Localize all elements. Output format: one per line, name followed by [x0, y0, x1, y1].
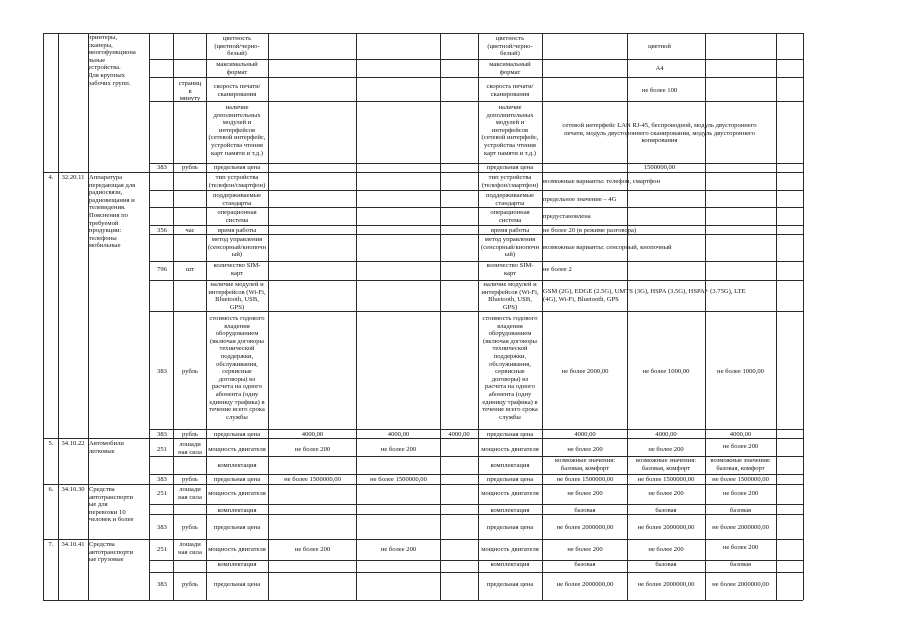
char-price: предельная цена	[213, 476, 261, 483]
price-a2: 4000,00	[387, 431, 410, 438]
row-rule	[43, 484, 803, 485]
char-sim: количество SIM- карт	[213, 262, 261, 277]
char-worktime: время работы	[217, 227, 257, 234]
row-rule	[149, 474, 803, 475]
price-a2: не более 1500000,00	[370, 476, 427, 483]
char-price: предельная цена	[213, 164, 261, 171]
value1-power: не более 200	[567, 446, 603, 453]
char-price: предельная цена	[213, 581, 261, 588]
char2-price: предельная цена	[486, 431, 534, 438]
char2-price: предельная цена	[486, 476, 534, 483]
value1-price: не более 2000000,00	[556, 524, 614, 531]
char2-price: предельная цена	[486, 164, 534, 171]
code-price: 383	[157, 431, 167, 438]
value-format: А4	[655, 65, 664, 72]
value2-power: не более 200	[648, 446, 684, 453]
value1-power: не более 200	[567, 490, 603, 497]
row-number: 5.	[48, 440, 54, 447]
okpd-code: 34.10.41	[61, 541, 85, 548]
power-a1: не более 200	[294, 446, 331, 453]
value3-price: не более 1500000,00	[712, 476, 769, 483]
row-rule	[149, 101, 803, 102]
value1-equip: базовая	[574, 561, 596, 568]
char2-equip: комплектация	[490, 462, 530, 469]
char2-power: мощность двигателя	[481, 446, 539, 453]
row-rule	[149, 504, 803, 505]
row-rule	[43, 539, 803, 540]
power-a1: не более 200	[294, 546, 331, 553]
value1-ownership: не более 2000,00	[561, 368, 609, 375]
column-rule	[58, 33, 59, 600]
char-price: предельная цена	[213, 524, 261, 531]
char-price: предельная цена	[213, 431, 261, 438]
char-equip: комплектация	[217, 462, 257, 469]
code-power: 251	[157, 446, 167, 453]
row-rule	[149, 572, 803, 573]
unit-price: рубль	[182, 524, 198, 531]
row-number: 4.	[48, 174, 54, 181]
char2-equip: комплектация	[490, 507, 530, 514]
char-equip: комплектация	[217, 507, 257, 514]
row-rule	[43, 600, 803, 601]
code-power: 251	[157, 546, 167, 553]
okpd-code: 34.10.22	[61, 440, 85, 447]
code-price: 383	[157, 476, 167, 483]
code-worktime: 356	[157, 227, 167, 234]
row-rule	[149, 190, 803, 191]
row-number: 7.	[48, 541, 54, 548]
code-sim: 796	[157, 266, 167, 273]
row-rule	[149, 429, 803, 430]
code-power: 251	[157, 490, 167, 497]
okpd-code: 34.10.30	[61, 486, 85, 493]
value-worktime: не более 20 (в режиме разговора)	[543, 227, 637, 234]
value3-power: не более 200	[722, 490, 759, 497]
char-power: мощность двигателя	[208, 490, 266, 497]
value3-price: не более 2000000,00	[712, 581, 769, 588]
unit-price: рубль	[182, 476, 198, 483]
value2-equip: базовая	[655, 561, 677, 568]
char-format: максимальный формат	[216, 61, 258, 76]
section-name: принтеры, сканеры, многофункциона льные устройства. Для крупных рабочих групп.	[88, 34, 136, 87]
unit-price: рубль	[182, 164, 198, 171]
char-standards: поддерживаемые стандарты	[212, 192, 262, 207]
char-interfaces: наличие модулей и интерфейсов (Wi-Fi, Bluetooth, USB, GPS)	[208, 281, 266, 311]
char2-sim: количество SIM- карт	[486, 262, 534, 277]
code-price: 383	[157, 524, 167, 531]
value-price: 1500000,00	[643, 164, 676, 171]
value2-price: не более 2000000,00	[637, 581, 695, 588]
char2-modules: наличие дополнительных модулей и интерфейсов (сетевой интерфейс, устройства чтения карт памяти и т.д.)	[481, 104, 539, 157]
value-sim: не более 2	[543, 266, 572, 273]
value2-equip: возможные значения: базовая, комфорт	[635, 457, 697, 472]
char-equip: комплектация	[217, 561, 257, 568]
value1-equip: возможные значения: базовая, комфорт	[554, 457, 616, 472]
column-rule	[803, 33, 804, 600]
value2-equip: базовая	[655, 507, 677, 514]
char2-ownership: стоимость годового владения оборудованием (включая договоры технической поддержки, обслуживания, сервисные договоры) из расчета на одного абонента (одну единицу трафика) в течение всего срока службы	[482, 315, 538, 421]
row-number: 6.	[48, 486, 54, 493]
unit-price: рубль	[182, 581, 198, 588]
char2-interfaces: наличие модулей и интерфейсов (Wi-Fi, Bluetooth, USB, GPS)	[481, 281, 539, 311]
char-ownership: стоимость годового владения оборудованием (включая договоры технической поддержки, обслуживания, сервисные договоры) из расчета на одного абонента (одну единицу трафика) в течение всего срока службы	[209, 315, 265, 421]
char-os: операционная система	[217, 209, 257, 224]
value3-ownership: не более 1000,00	[717, 368, 764, 375]
unit-speed: страниц в минуту	[178, 80, 202, 103]
value2-price: не более 1500000,00	[637, 476, 695, 483]
okpd-code: 32.20.11	[61, 174, 85, 181]
row-rule	[149, 59, 803, 60]
char2-price: предельная цена	[486, 524, 534, 531]
char-control: метод управления (сенсорный/кнопочн ый)	[207, 236, 267, 259]
char-modules: наличие дополнительных модулей и интерфейсов (сетевой интерфейс, устройства чтения карт памяти и т.д.)	[208, 104, 266, 157]
unit-ownership: рубль	[182, 368, 198, 375]
value2-ownership: не более 1000,00	[642, 368, 690, 375]
char-type: тип устройства (телефон/смартфон)	[208, 174, 266, 189]
section-name: Аппаратура передающая для радиосвязи, радиовещания и телевидения. Пояснения по требуемой продукции: телефоны мобильные	[89, 174, 136, 250]
row-rule	[43, 172, 803, 173]
char-speed: скорость печати/ сканирования	[213, 83, 261, 98]
code-price: 383	[157, 581, 167, 588]
unit-worktime: час	[185, 227, 195, 234]
value-type: возможные варианты: телефон, смартфон	[543, 178, 660, 185]
char2-equip: комплектация	[490, 561, 530, 568]
value-speed: не более 100	[641, 87, 678, 94]
section-name: Средства автотранспорти ые для перевозки 10 человек и более	[89, 486, 134, 524]
char2-format: максимальный формат	[489, 61, 531, 76]
char2-type: тип устройства (телефон/смартфон)	[481, 174, 539, 189]
unit-power: лошади ная сила	[178, 441, 202, 456]
power-a2: не более 200	[380, 546, 417, 553]
value-color: цветной	[648, 43, 671, 50]
value1-price: не более 1500000,00	[556, 476, 614, 483]
value3-price: 4000,00	[729, 431, 752, 438]
value1-power: не более 200	[567, 546, 603, 553]
section-name: Средства автотранспорти ые грузовые	[89, 541, 133, 564]
value-standards: предельное значение – 4G	[543, 196, 617, 203]
char2-speed: скорость печати/ сканирования	[486, 83, 534, 98]
value1-price: 4000,00	[574, 431, 596, 438]
value-os: предустановлена	[543, 213, 591, 220]
value3-equip: базовая	[729, 561, 752, 568]
row-rule	[149, 225, 803, 226]
price-a1: 4000,00	[301, 431, 324, 438]
unit-price: рубль	[182, 431, 198, 438]
value3-power: не более 200	[722, 443, 759, 450]
power-a2: не более 200	[380, 446, 417, 453]
column-rule	[43, 33, 44, 600]
char2-power: мощность двигателя	[481, 490, 539, 497]
char2-worktime: время работы	[490, 227, 530, 234]
unit-power: лошади ная сила	[178, 541, 202, 556]
section-name: Автомобили легковые	[89, 440, 124, 455]
char2-color: цветность (цветной/черно- белый)	[487, 35, 533, 58]
row-rule	[43, 33, 803, 34]
value2-price: 4000,00	[655, 431, 677, 438]
price-a3: 4000,00	[448, 431, 470, 438]
code-ownership: 383	[157, 368, 167, 375]
value2-power: не более 200	[648, 490, 684, 497]
char2-price: предельная цена	[486, 581, 534, 588]
price-a1: не более 1500000,00	[284, 476, 341, 483]
char2-standards: поддерживаемые стандарты	[485, 192, 535, 207]
char-power: мощность двигателя	[208, 446, 266, 453]
value2-price: не более 2000000,00	[637, 524, 695, 531]
char2-power: мощность двигателя	[481, 546, 539, 553]
unit-sim: шт	[186, 266, 194, 273]
value3-equip: базовая	[729, 507, 752, 514]
char-power: мощность двигателя	[208, 546, 266, 553]
char2-os: операционная система	[490, 209, 530, 224]
value-control: возможные варианты: сенсорный, кнопочный	[543, 244, 672, 251]
row-rule	[149, 77, 803, 78]
value-interfaces: GSM (2G), EDGE (2.5G), UMTS (3G), HSPA (3.5G), HSPA+ (3.75G), LTE (4G), Wi-Fi, Bluetooth, GPS	[543, 288, 746, 303]
code-price: 383	[157, 164, 167, 171]
value-modules: сетевой интерфейс LAN RJ-45, беспроводной, модуль двустороннего печати, модуль двустороннего сканирования, модуль двустороннего копирования	[562, 122, 757, 145]
value1-price: не более 2000000,00	[556, 581, 614, 588]
value1-equip: базовая	[574, 507, 596, 514]
value3-equip: возможные значения: базовая, комфорт	[710, 457, 771, 472]
char2-control: метод управления (сенсорный/кнопочн ый)	[480, 236, 540, 259]
unit-power: лошади ная сила	[178, 486, 202, 501]
value3-power: не более 200	[722, 544, 759, 551]
value3-price: не более 2000000,00	[712, 524, 769, 531]
value2-power: не более 200	[648, 546, 684, 553]
char-color: цветность (цветной/черно- белый)	[214, 35, 260, 58]
